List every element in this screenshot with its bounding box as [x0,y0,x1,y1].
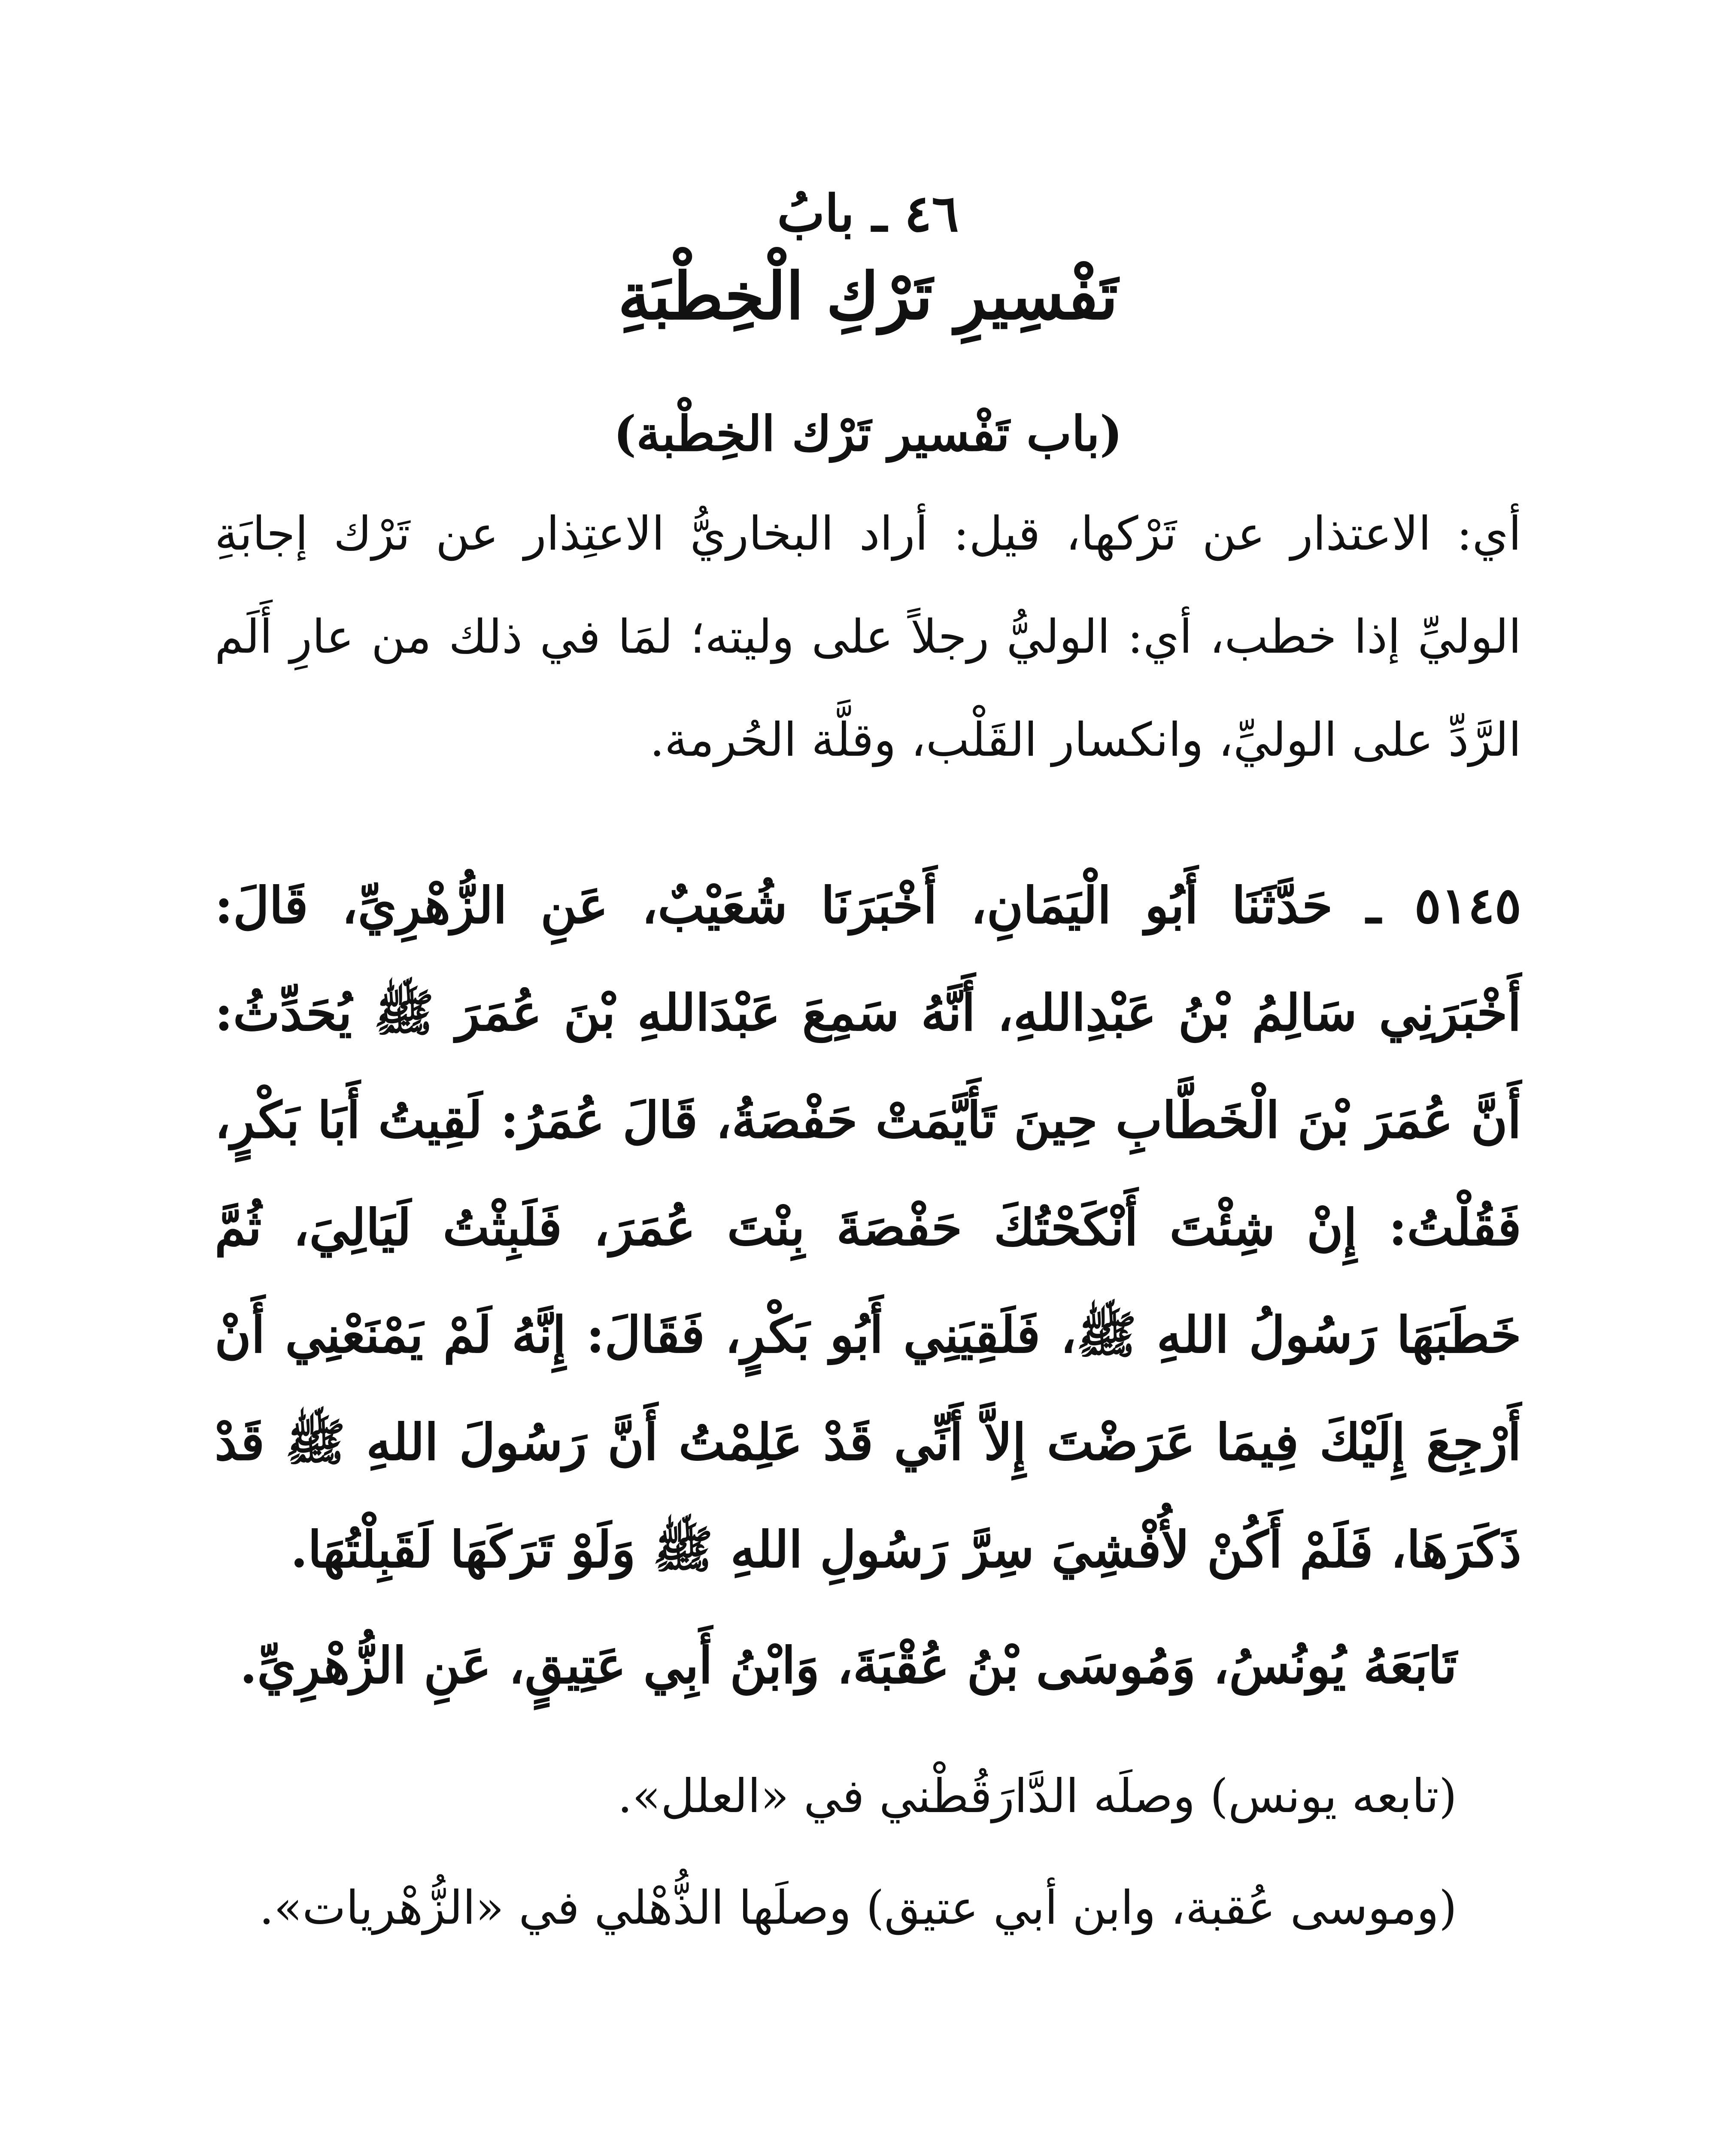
mutabaah-line: تَابَعَهُ يُونُسُ، وَمُوسَى بْنُ عُقْبَةَ، وَابْنُ أَبِي عَتِيقٍ، عَنِ الزُّهْرِيِّ. [240,1636,1457,1695]
chapter-title: تَفْسِيرِ تَرْكِ الْخِطْبَةِ [618,258,1118,335]
chapter-number: ٤٦ ـ بابُ [777,183,959,243]
commentary-heading: (باب تَفْسير تَرْك الخِطْبة) [613,406,1123,462]
commentary-paragraph: أي: الاعتذار عن تَرْكها، قيل: أراد البخاريُّ الاعتِذار عن تَرْك إجابَةِ الوليِّ إذا خطب، أي: الوليُّ رجلاً على وليته؛ لمَا في ذلك من عارِ أَلَم الرَّدِّ على الوليِّ، وانكسار القَلْب، وقلَّة الحُرمة. [215,507,1521,767]
note-paragraph: (وموسى عُقبة، وابن أبي عتيق) وصلَها الذُّهْلي في «الزُّهْريات». [259,1881,1457,1935]
note-paragraph: (تابعه يونس) وصلَه الدَّارَقُطْني في «العلل». [617,1769,1457,1823]
hadith-paragraph: ٥١٤٥ ـ حَدَّثَنَا أَبُو الْيَمَانِ، أَخْبَرَنَا شُعَيْبٌ، عَنِ الزُّهْرِيِّ، قَالَ: أَخْبَرَنِي سَالِمُ بْنُ عَبْدِاللهِ، أَنَّهُ سَمِعَ عَبْدَاللهِ بْنَ عُمَرَ ﷺ يُحَدِّثُ: أَنَّ عُمَرَ بْنَ الْخَطَّابِ حِينَ تَأَيَّمَتْ حَفْصَةُ، قَالَ عُمَرُ: لَقِيتُ أَبَا بَكْرٍ، فَقُلْتُ: إِنْ شِئْتَ أَنْكَحْتُكَ حَفْصَةَ بِنْتَ عُمَرَ، فَلَبِثْتُ لَيَالِيَ، ثُمَّ خَطَبَهَا رَسُولُ اللهِ ﷺ، فَلَقِيَنِي أَبُو بَكْرٍ، فَقَالَ: إِنَّهُ لَمْ يَمْنَعْنِي أَنْ أَرْجِعَ إِلَيْكَ فِيمَا عَرَضْتَ إِلاَّ أَنِّي قَدْ عَلِمْتُ أَنَّ رَسُولَ اللهِ ﷺ قَدْ ذَكَرَهَا، فَلَمْ أَكُنْ لأُفْشِيَ سِرَّ رَسُولِ اللهِ ﷺ وَلَوْ تَرَكَهَا لَقَبِلْتُهَا. [215,876,1521,1579]
